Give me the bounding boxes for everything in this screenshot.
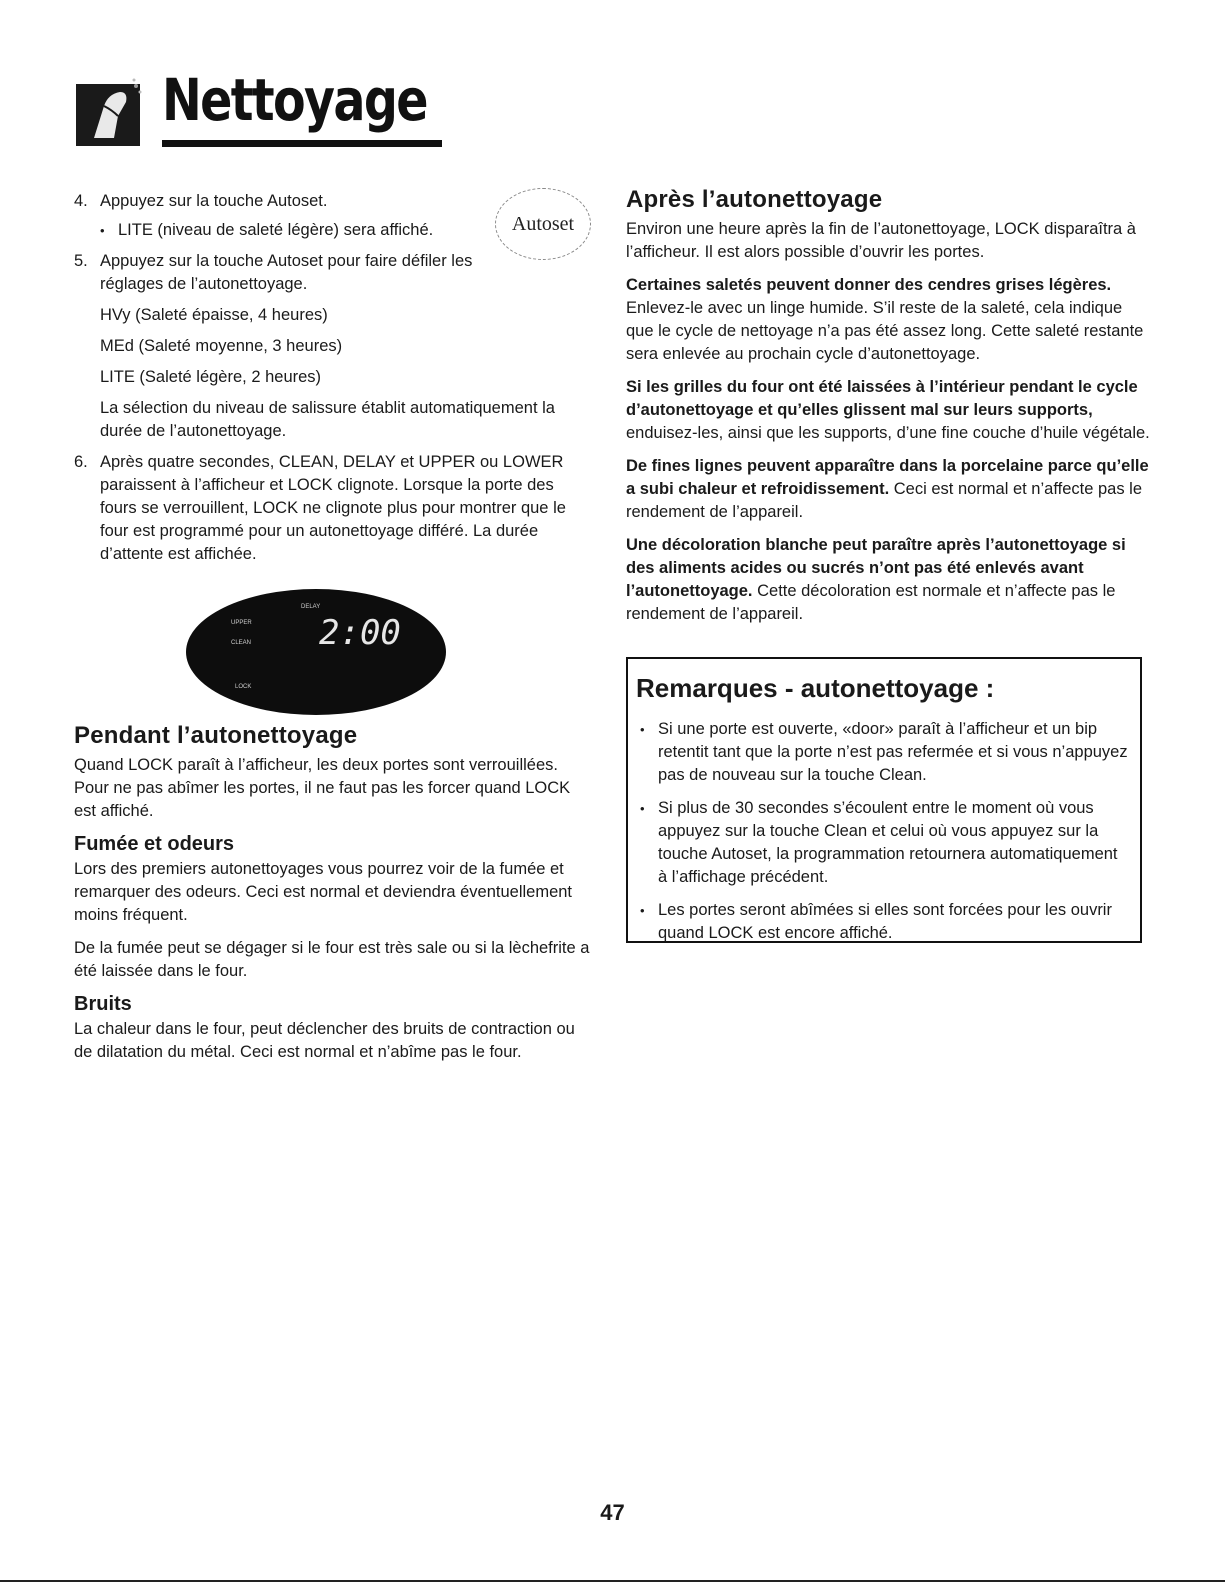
pendant-heading: Pendant l’autonettoyage xyxy=(74,722,358,749)
step-number: 5. xyxy=(74,252,88,270)
apres-p1-bold: Certaines saletés peuvent donner des cendres grises légères. xyxy=(626,276,1112,294)
apres-p1 xyxy=(626,274,1151,366)
apres-p3-bold: De fines lignes peuvent apparaître dans la porcelaine parce qu’elle a subi chaleur et refroidissement. xyxy=(626,457,1149,498)
oven-display-illustration xyxy=(185,588,447,716)
level-med: MEd (Saleté moyenne, 3 heures) xyxy=(100,337,343,355)
step-text: Appuyez sur la touche Autoset pour faire défiler les réglages de l’autonettoyage. xyxy=(100,252,473,293)
fumee-text-1: Lors des premiers autonettoyages vous pourrez voir de la fumée et remarquer des odeurs. Ceci est normal et deviendra éventuellement moins fréquent. xyxy=(74,860,573,924)
remark-item: • Si plus de 30 secondes s’écoulent entre le moment où vous appuyez sur la touche Clean et celui où vous appuyez sur la touche Autoset, la programmation retournera automatiquement à l’affichage précédent. xyxy=(636,797,1128,889)
pendant-text: Quand LOCK paraît à l’afficheur, les deux portes sont verrouillées. Pour ne pas abîmer les portes, il ne faut pas les forcer quand LOCK est affiché. xyxy=(74,756,571,820)
remarks-heading: Remarques - autonettoyage : xyxy=(636,673,995,703)
display-delay: DELAY xyxy=(301,604,321,610)
bottom-divider xyxy=(0,1580,1225,1582)
display-upper: UPPER xyxy=(231,620,252,626)
apres-p2-bold: Si les grilles du four ont été laissées à l’intérieur pendant le cycle d’autonettoyage et qu’elles glissent mal sur leurs supports, xyxy=(626,378,1138,419)
step-4 xyxy=(74,190,594,213)
step-text: Appuyez sur la touche Autoset. xyxy=(100,192,328,210)
apres-intro: Environ une heure après la fin de l’autonettoyage, LOCK disparaîtra à l’afficheur. Il est alors possible d’ouvrir les portes. xyxy=(626,220,1136,261)
step-6 xyxy=(74,451,594,566)
title-underline xyxy=(162,140,442,147)
autoset-key-label: Autoset xyxy=(511,212,575,235)
display-time: 2:00 xyxy=(319,613,401,653)
remark-item: • Si une porte est ouverte, «door» paraît à l’afficheur et un bip retentit tant que la porte n’est pas refermée et si vous n’appuyez pas de nouveau sur la touche Clean. xyxy=(636,718,1128,787)
display-lock: LOCK xyxy=(235,684,252,690)
step-4-bullet: • LITE (niveau de saleté légère) sera affiché. xyxy=(100,219,594,242)
apres-p4-text: Cette décoloration est normale et n’affecte pas le rendement de l’appareil. xyxy=(626,582,1116,623)
level-lite: LITE (Saleté légère, 2 heures) xyxy=(100,368,322,386)
display-clean: CLEAN xyxy=(231,640,252,646)
level-note: La sélection du niveau de salissure établit automatiquement la durée de l’autonettoyage. xyxy=(100,399,555,440)
right-column xyxy=(626,186,1151,636)
remarks-box xyxy=(626,657,1142,943)
page-number: 47 xyxy=(600,1500,625,1525)
apres-heading: Après l’autonettoyage xyxy=(626,186,883,213)
apres-p3 xyxy=(626,455,1151,524)
apres-p3-text: Ceci est normal et n’affecte pas le rendement de l’appareil. xyxy=(626,480,1142,521)
level-hvy: HVy (Saleté épaisse, 4 heures) xyxy=(100,306,328,324)
apres-p4-bold: Une décoloration blanche peut paraître après l’autonettoyage si des aliments acides ou sucrés n’ont pas été enlevés avant l’autonettoyage. xyxy=(626,536,1126,600)
remark-item: • Les portes seront abîmées si elles sont forcées pour les ouvrir quand LOCK est encore affiché. xyxy=(636,899,1128,945)
bruits-heading: Bruits xyxy=(74,993,132,1015)
step-5 xyxy=(74,250,500,296)
page-title: Nettoyage xyxy=(162,66,427,134)
step-number: 4. xyxy=(74,192,88,210)
page-header xyxy=(74,66,427,152)
fumee-heading: Fumée et odeurs xyxy=(74,833,235,855)
step-number: 6. xyxy=(74,453,88,471)
fumee-text-2: De la fumée peut se dégager si le four est très sale ou si la lèchefrite a été laissée dans le four. xyxy=(74,939,590,980)
step-text: Après quatre secondes, CLEAN, DELAY et UPPER ou LOWER paraissent à l’afficheur et LOCK clignote. Lorsque la porte des fours se verrouillent, LOCK ne clignote plus pour montrer que le four est programmé pour un autonettoyage différé. La durée d’attente est affichée. xyxy=(100,453,566,563)
bruits-text: La chaleur dans le four, peut déclencher des bruits de contraction ou de dilatation du métal. Ceci est normal et n’abîme pas le four. xyxy=(74,1020,575,1061)
apres-p2 xyxy=(626,376,1151,445)
apres-p2-text: enduisez-les, ainsi que les supports, d’une fine couche d’huile végétale. xyxy=(626,424,1150,442)
apres-p4 xyxy=(626,534,1151,626)
apres-p1-text: Enlevez-le avec un linge humide. S’il reste de la saleté, cela indique que le cycle de nettoyage n’a pas été assez long. Cette saleté restante sera enlevée au prochain cycle d’autonettoyage. xyxy=(626,299,1144,363)
cleaning-hand-icon xyxy=(74,76,146,148)
